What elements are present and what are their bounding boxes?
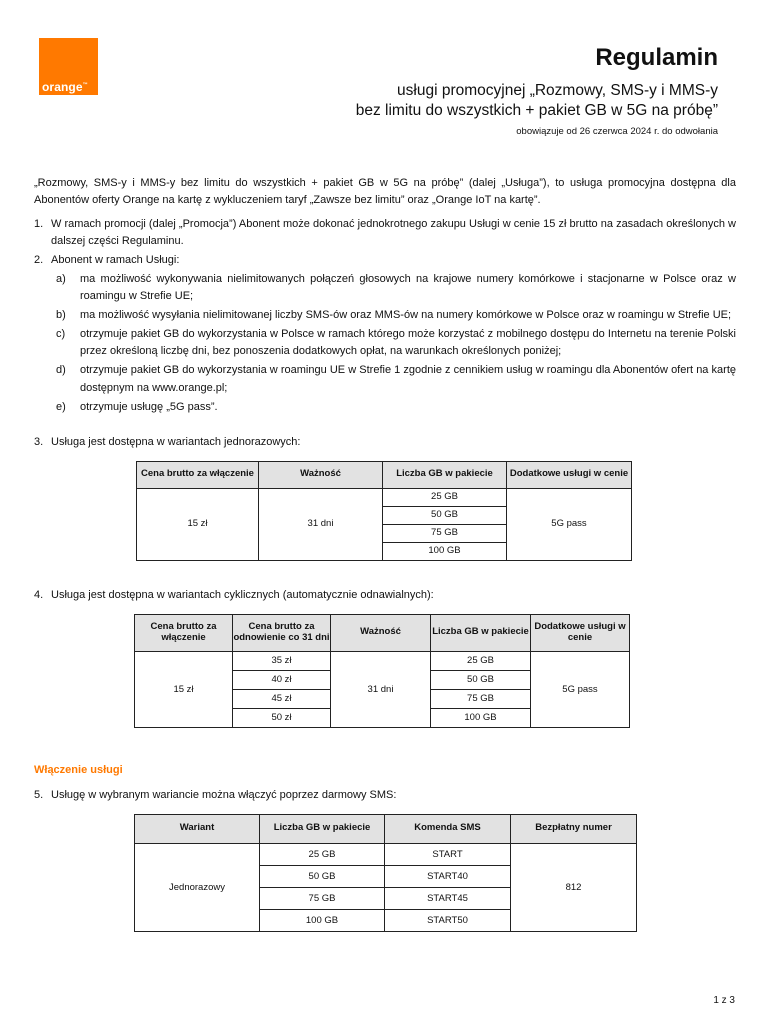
sub-text: otrzymuje pakiet GB do wykorzystania w Polsce w ramach którego może korzystać z mobilnego dostępu do Internetu na terenie Polski przez określoną liczbę dni, bez ponoszenia dodatkowych opłat, na warunkach określonych poniżej; xyxy=(80,328,736,358)
variant-cell: Jednorazowy xyxy=(135,843,260,931)
command-cell: START40 xyxy=(385,865,511,887)
gb-cell: 50 GB xyxy=(383,506,507,524)
point-2 xyxy=(34,252,736,269)
gb-cell: 75 GB xyxy=(383,524,507,542)
number-cell: 812 xyxy=(511,843,637,931)
gb-cell: 100 GB xyxy=(383,542,507,560)
sms-activation-table xyxy=(134,814,637,932)
extra-cell: 5G pass xyxy=(531,651,630,727)
sub-letter: c) xyxy=(56,328,66,341)
orange-logo xyxy=(39,38,98,95)
page-number: 1 z 3 xyxy=(713,994,735,1006)
intro-paragraph: „Rozmowy, SMS-y i MMS-y bez limitu do wszystkich + pakiet GB w 5G na próbę” (dalej „Usługa”), to usługa promocyjna dostępna dla Abonentów oferty Orange na kartę z wykluczeniem taryf „Zawsze bez limitu” oraz „Orange IoT na kartę”. xyxy=(34,177,736,207)
section-title-activation: Włączenie usługi xyxy=(34,763,123,776)
table-header-cell: Liczba GB w pakiecie xyxy=(383,461,507,488)
point-2a xyxy=(56,271,736,305)
sub-text: ma możliwość wysyłania nielimitowanej liczby SMS-ów oraz MMS-ów na numery komórkowe w Polsce oraz w roamingu w Strefie UE; xyxy=(80,309,732,322)
page-title: Regulamin xyxy=(595,44,718,71)
document-header xyxy=(356,44,718,140)
gb-cell: 50 GB xyxy=(431,670,531,689)
validity-cell: 31 dni xyxy=(259,488,383,560)
gb-cell: 100 GB xyxy=(431,708,531,727)
cyclic-variants-table xyxy=(134,614,630,728)
point-number: 3. xyxy=(34,435,44,448)
gb-cell: 75 GB xyxy=(431,689,531,708)
sub-text: ma możliwość wykonywania nielimitowanych połączeń głosowych na krajowe numery komórkowe i stacjonarne w Polsce oraz w roamingu w Strefie UE; xyxy=(80,273,736,303)
sub-text: otrzymuje usługę „5G pass”. xyxy=(80,400,218,413)
subtitle-line-1: usługi promocyjnej „Rozmowy, SMS-y i MMS-y xyxy=(397,81,718,99)
point-text: Usługa jest dostępna w wariantach jednorazowych: xyxy=(51,435,301,448)
table-header-cell: Komenda SMS xyxy=(385,814,511,843)
point-number: 2. xyxy=(34,254,44,267)
point-text: Usługa jest dostępna w wariantach cyklicznych (automatycznie odnawialnych): xyxy=(51,588,434,601)
sub-text: otrzymuje pakiet GB do wykorzystania w roamingu UE w Strefie 1 zgodnie z cennikiem usług w roamingu dla Abonentów ofert na kartę dostępnym na www.orange.pl; xyxy=(80,364,736,394)
point-5 xyxy=(34,787,736,804)
renewal-cell: 40 zł xyxy=(233,670,331,689)
table-header-row xyxy=(137,461,632,488)
table-header-cell: Liczba GB w pakiecie xyxy=(260,814,385,843)
point-4 xyxy=(34,587,736,604)
gb-cell: 25 GB xyxy=(431,651,531,670)
table-header-row xyxy=(135,814,637,843)
price-cell: 15 zł xyxy=(137,488,259,560)
command-cell: START45 xyxy=(385,887,511,909)
gb-cell: 100 GB xyxy=(260,909,385,931)
command-cell: START xyxy=(385,843,511,865)
renewal-cell: 35 zł xyxy=(233,651,331,670)
table-header-cell: Cena brutto za włączenie xyxy=(135,614,233,651)
table-header-cell: Dodatkowe usługi w cenie xyxy=(507,461,632,488)
extra-cell: 5G pass xyxy=(507,488,632,560)
table-row xyxy=(135,651,630,670)
renewal-cell: 50 zł xyxy=(233,708,331,727)
price-cell: 15 zł xyxy=(135,651,233,727)
table-header-cell: Ważność xyxy=(331,614,431,651)
gb-cell: 75 GB xyxy=(260,887,385,909)
table-header-cell: Ważność xyxy=(259,461,383,488)
table-header-cell: Wariant xyxy=(135,814,260,843)
gb-cell: 50 GB xyxy=(260,865,385,887)
table-header-cell: Liczba GB w pakiecie xyxy=(431,614,531,651)
point-2d xyxy=(56,362,736,396)
document-body xyxy=(34,175,736,932)
point-2b xyxy=(56,307,736,324)
sub-letter: b) xyxy=(56,309,66,322)
table-header-cell: Dodatkowe usługi w cenie xyxy=(531,614,630,651)
table-header-cell: Cena brutto za włączenie xyxy=(137,461,259,488)
one-time-variants-table xyxy=(136,461,632,561)
renewal-cell: 45 zł xyxy=(233,689,331,708)
point-number: 4. xyxy=(34,588,44,601)
table-header-row xyxy=(135,614,630,651)
table-row xyxy=(137,488,632,506)
command-cell: START50 xyxy=(385,909,511,931)
point-text: Abonent w ramach Usługi: xyxy=(51,254,180,267)
point-1 xyxy=(34,216,736,250)
validity-cell: 31 dni xyxy=(331,651,431,727)
point-number: 1. xyxy=(34,218,44,231)
table-row xyxy=(135,843,637,865)
sub-letter: e) xyxy=(56,400,66,413)
orange-logo-text: orange™ xyxy=(42,80,88,94)
point-2e xyxy=(56,399,736,416)
point-3 xyxy=(34,434,736,451)
point-number: 5. xyxy=(34,788,44,801)
table-header-cell: Bezpłatny numer xyxy=(511,814,637,843)
gb-cell: 25 GB xyxy=(383,488,507,506)
sub-letter: d) xyxy=(56,364,66,377)
point-text: W ramach promocji (dalej „Promocja”) Abonent może dokonać jednokrotnego zakupu Usługi w cenie 15 zł brutto na zasadach określonych w dalszej części Regulaminu. xyxy=(51,218,736,248)
table-header-cell: Cena brutto za odnowienie co 31 dni xyxy=(233,614,331,651)
gb-cell: 25 GB xyxy=(260,843,385,865)
validity-date: obowiązuje od 26 czerwca 2024 r. do odwołania xyxy=(516,126,718,138)
point-2c xyxy=(56,326,736,360)
subtitle-line-2: bez limitu do wszystkich + pakiet GB w 5G na próbę” xyxy=(355,101,718,119)
point-text: Usługę w wybranym wariancie można włączyć poprzez darmowy SMS: xyxy=(51,788,397,801)
sub-letter: a) xyxy=(56,273,66,286)
